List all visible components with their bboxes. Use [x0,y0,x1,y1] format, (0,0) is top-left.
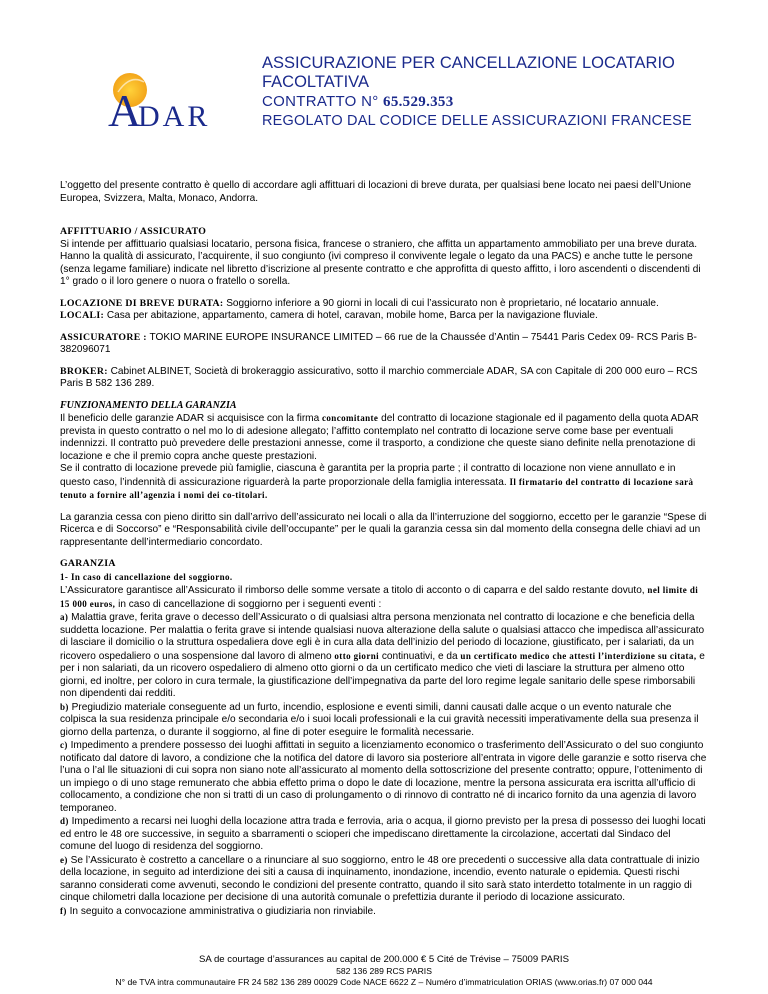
funzionamento-p1: Il beneficio delle garanzie ADAR si acquisisce con la firma concomitante del contratto di locazione stagionale ed il pagamento della quota ADAR prevista in questo contratto o nel mo lo di adesione allegato; l’affitto contemplato nel contratto di locazione serve come base per eventuali indennizzi. Il contratto può prevedere delle prestazioni annesse, come il trasporto, a condizione che queste siano definite nella prenotazione di locazione e che il premio copra anche queste prestazioni. [60,413,699,462]
footer-line-2: 582 136 289 RCS PARIS [336,966,432,976]
garanzia-item-e: e) Se l’Assicurato è costretto a cancellare o a rinunciare al suo soggiorno, entro le 48 ore precedenti o successive alla data contrattuale di inizio della locazione, in seguito ad interdizione dei siti a causa di inquinamento, inondazione, incendio, evento naturale o epidemia. Questi rischi saranno considerati come avvenuti, secondo le condizioni del presente contratto, quando il sito sarà stato interdetto totalmente in un raggio di cinque chilometri dalla locazione per decisione di una autorità comunale o prefettizia durante il periodo di locazione assicurato. [60,854,700,903]
intro-paragraph: L’oggetto del presente contratto è quello di accordare agli affittuari di locazioni di breve durata, per qualsiasi bene locato nei paesi dell’Unione Europea, Svizzera, Malta, Monaco, Andorra. [60,180,692,204]
document-header [262,54,768,131]
garanzia-subtitle: 1- In caso di cancellazione del soggiorno. [60,571,233,582]
locali-paragraph [60,310,708,323]
garanzia-intro: L’Assicuratore garantisce all’Assicurato il rimborso delle somme versate a titolo di acconto o di caparra e del saldo restante dovuto, nel limite di 15 000 euros, in caso di cancellazione di soggiorno per i seguenti eventi : [60,585,699,610]
funzionamento-title: FUNZIONAMENTO DELLA GARANZIA [60,399,237,411]
funzionamento-p3: La garanzia cessa con pieno diritto sin dall’arrivo dell’assicurato nei locali o alla da ll’interruzione del soggiorno, eccetto per le garanzie “Spese di Ricerca e di Soccorso” e “Responsabilità civile dell’occupante” per le quali la garanzia cessa sin dal momento della consegna delle chiavi ad un rappresentante dell’intermediario concordato. [60,511,707,548]
locali-label: LOCALI: [60,310,105,321]
logo-letter-a: A [108,85,142,132]
locazione-paragraph [60,298,708,311]
assicuratore-label: ASSICURATORE : [60,331,147,343]
garanzia-item-b: b) Pregiudizio materiale conseguente ad un furto, incendio, esplosione e eventi simili, danni causati dalle acque o un evento naturale che colpisca la sua residenza principale e/o secondaria e/o i suoi locali professionali e la cui gravità necessiti imperativamente della sua presenza il giorno della partenza, o durante il soggiorno, al fine di poter eseguire le formalità necessarie. [60,701,699,738]
broker-text: Cabinet ALBINET, Società di brokeraggio assicurativo, sotto il marchio commerciale ADAR, SA con Capitale di 200 000 euro – RCS Paris B 582 136 289. [60,365,698,389]
locazione-label: LOCAZIONE DI BREVE DURATA: [60,297,224,309]
affittuario-label: AFFITTUARIO / ASSICURATO [60,226,207,237]
document-footer [0,954,768,988]
garanzia-item-d: d) Impedimento a recarsi nei luoghi della locazione attra trada e ferrovia, aria o acqua, il giorno previsto per la presa di possesso dei luoghi locati ed entro le 48 ore successive, in seguito a sbarramenti o scioperi che impediscano direttamente la circolazione, accertati dal Sindaco del comune del luogo di residenza del soggiorno. [60,816,706,852]
locali-text: Casa per abitazione, appartamento, camera di hotel, caravan, mobile home, Barca per la navigazione fluviale. [104,310,598,321]
garanzia-label: GARANZIA [60,558,116,569]
header-subtitle: REGOLATO DAL CODICE DELLE ASSICURAZIONI FRANCESE [262,113,692,129]
garanzia-item-a: a) Malattia grave, ferita grave o decesso dell’Assicurato o di qualsiasi altra persona menzionata nel contratto di locazione e che beneficia della suddetta locazione. Per malattia o ferita grave si intende qualsiasi nuova alterazione della salute o qualsiasi attacco che impedisca all’assicurato di lasciare il domicilio o la struttura ospedaliera dove egli è in cura alla data dell’inizio del periodo di locazione, giustificato, per i salariati, da un ricovero ospedaliero o una sospensione dal lavoro di almeno otto giorni continuativi, e da un certificato medico che attesti l’interdizione su citata, e per i non salariati, da un ricovero ospedaliero di almeno otto giorni o da un certificato medico che vieti di lasciare la struttura per almeno otto giorni, ed inoltre, per coloro in cura termale, la giustificazione dell’impegnativa da parte del loro regime legale sanitario delle spese rimborsabili non dipendenti dai redditi. [60,612,705,699]
broker-label: BROKER: [60,365,108,377]
garanzia-item-f: f) In seguito a convocazione amministrativa o giudiziaria non rinviabile. [60,905,376,917]
adar-logo [108,62,232,132]
footer-line-1: SA de courtage d’assurances au capital de 200.000 € 5 Cité de Trévise – 75009 PARIS [199,954,569,965]
header-title: ASSICURAZIONE PER CANCELLAZIONE LOCATARIO FACOLTATIVA [262,54,675,91]
funzionamento-p2: Se il contratto di locazione prevede più famiglie, ciascuna è garantita per la propria parte ; il contratto di locazione non viene annullato e in questo caso, l’indennità di assicurazione riguarderà la parte proporzionale della famiglia interessata. Il firmatario del contratto di locazione sarà tenuto a fornire all’agenzia i nomi dei co-titolari. [60,463,694,500]
affittuario-p1: Si intende per affittuario qualsiasi locatario, persona fisica, francese o straniero, che affitta un appartamento ammobiliato per una breve durata. [60,238,698,250]
footer-line-3: N° de TVA intra communautaire FR 24 582 136 289 00029 Code NACE 6622 Z – Numéro d’immatriculation ORIAS (www.orias.fr) 07 000 044 [115,977,653,987]
affittuario-p2: Hanno la qualità di assicurato, l’acquirente, il suo congiunto (ivi compreso il convivente legale o legato da una PACS) e anche tutte le persone (senza legame familiare) indicate nel libretto d’iscrizione al presente contratto e che approfitta di questo affitto, i loro ascendenti o discendenti di 1° grado o il loro genere o nuora o fratello o sorella. [60,251,701,287]
contract-line [262,92,768,112]
contract-label: CONTRATTO N° [262,93,384,110]
garanzia-item-c: c) Impedimento a prendere possesso dei luoghi affittati in seguito a licenziamento economico o trasferimento dell’Assicurato o del suo congiunto notificato dal datore di lavoro, a condizione che la notifica del datore di lavoro sia posteriore all’entrata in vigore delle garanzie e sotto riserva che l’una o l’al lle situazioni di cui sopra non siano note all’assicurato al momento della sottoscrizione del presente contratto; oppure, l’ottenimento di un impiego o di uno stage remunerato che abbia effetto prima o dopo le date di locazione, mentre la persona assicurata era iscritta all’ufficio di collocamento, a condizione che non si tratti di un caso di prolungamento o di rinnovo di contratto né di incarico fornito da una agenzia di lavoro temporaneo. [60,740,707,814]
logo-letters: DAR [138,100,211,132]
locazione-text: Soggiorno inferiore a 90 giorni in locali di cui l’assicurato non è proprietario, né locatario annuale. [223,297,659,309]
broker-paragraph [60,366,708,391]
assicuratore-text: TOKIO MARINE EUROPE INSURANCE LIMITED – 66 rue de la Chaussée d’Antin – 75441 Paris Cedex 09- RCS Paris B-382096071 [60,331,697,355]
assicuratore-paragraph [60,332,708,357]
document-body [60,180,708,918]
contract-number: 65.529.353 [383,94,454,110]
